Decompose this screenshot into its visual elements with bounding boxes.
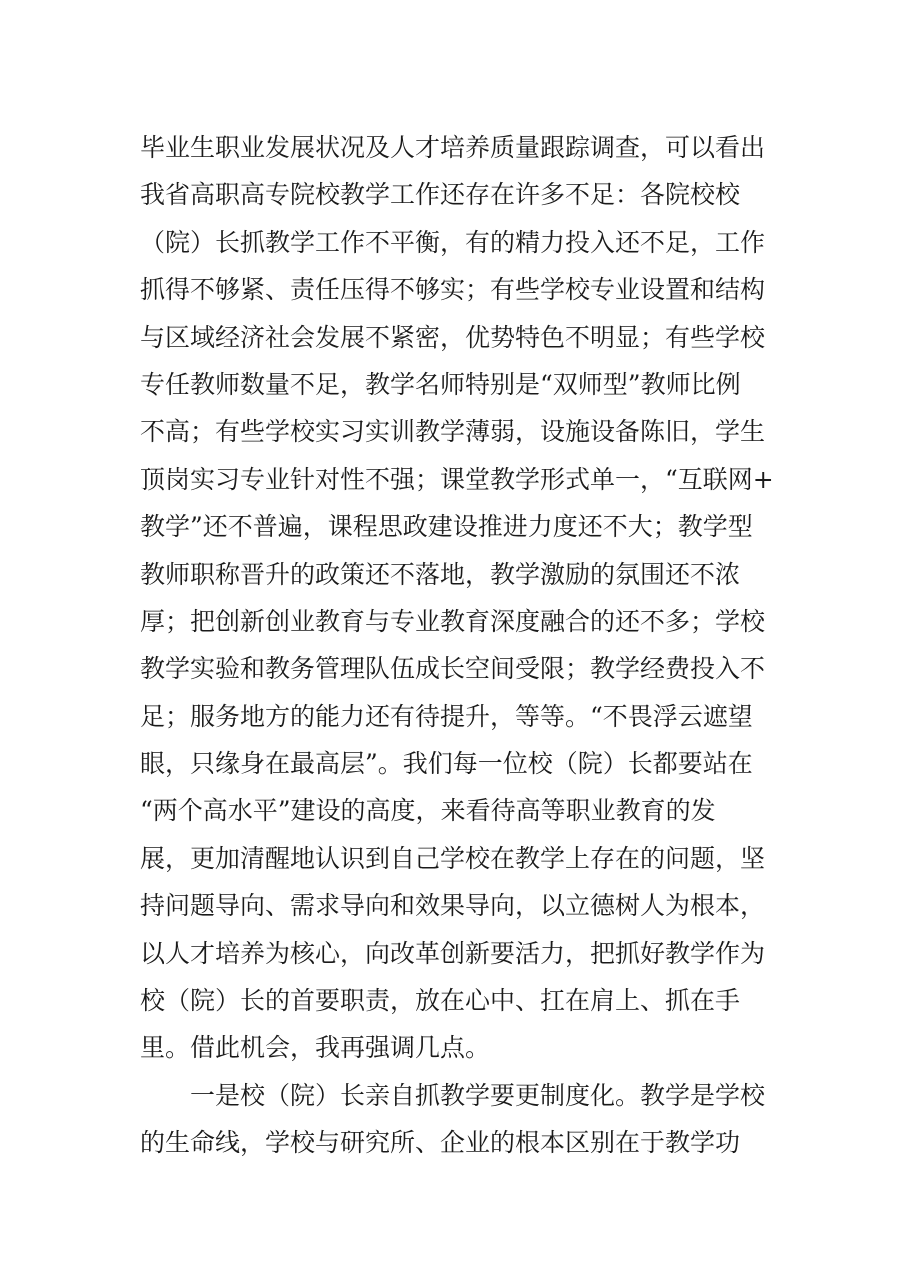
- text-line: 不高；有些学校实习实训教学薄弱，设施设备陈旧，学生: [140, 417, 766, 447]
- text-line: 抓得不够紧、责任压得不够实；有些学校专业设置和结构: [140, 275, 766, 305]
- text-line: 与区域经济社会发展不紧密，优势特色不明显；有些学校: [140, 322, 766, 352]
- paragraph-start-line: 一是校（院）长亲自抓教学要更制度化。教学是学校: [190, 1080, 766, 1110]
- text-line: 厚；把创新创业教育与专业教育深度融合的还不多；学校: [140, 606, 766, 636]
- text-line: 教学实验和教务管理队伍成长空间受限；教学经费投入不: [140, 654, 766, 684]
- text-line: 里。借此机会，我再强调几点。: [140, 1033, 491, 1063]
- text-line: 展，更加清醒地认识到自己学校在教学上存在的问题，坚: [140, 843, 766, 873]
- text-line: 我省高职高专院校教学工作还存在许多不足：各院校校: [140, 180, 741, 210]
- text-line: 的生命线，学校与研究所、企业的根本区别在于教学功: [140, 1128, 741, 1158]
- text-line: （院）长抓教学工作不平衡，有的精力投入还不足，工作: [140, 227, 766, 257]
- text-line: 以人才培养为核心，向改革创新要活力，把抓好教学作为: [140, 938, 766, 968]
- document-body: [140, 124, 780, 1167]
- text-line: 专任教师数量不足，教学名师特别是“双师型”教师比例: [140, 369, 741, 399]
- text-line: 教学”还不普遍，课程思政建设推进力度还不大；教学型: [140, 512, 753, 542]
- text-line: “两个高水平”建设的高度，来看待高等职业教育的发: [140, 796, 716, 826]
- text-line: 持问题导向、需求导向和效果导向，以立德树人为根本，: [140, 891, 766, 921]
- text-line: 教师职称晋升的政策还不落地，教学激励的氛围还不浓: [140, 559, 741, 589]
- text-line: 毕业生职业发展状况及人才培养质量跟踪调查，可以看出: [140, 133, 766, 162]
- text-line: 足；服务地方的能力还有待提升，等等。“不畏浮云遮望: [140, 701, 753, 731]
- text-line: 眼，只缘身在最高层”。我们每一位校（院）长都要站在: [140, 749, 753, 779]
- text-line: 顶岗实习专业针对性不强；课堂教学形式单一，“互联网+: [140, 464, 774, 494]
- text-line: 校（院）长的首要职责，放在心中、扛在肩上、抓在手: [140, 986, 741, 1016]
